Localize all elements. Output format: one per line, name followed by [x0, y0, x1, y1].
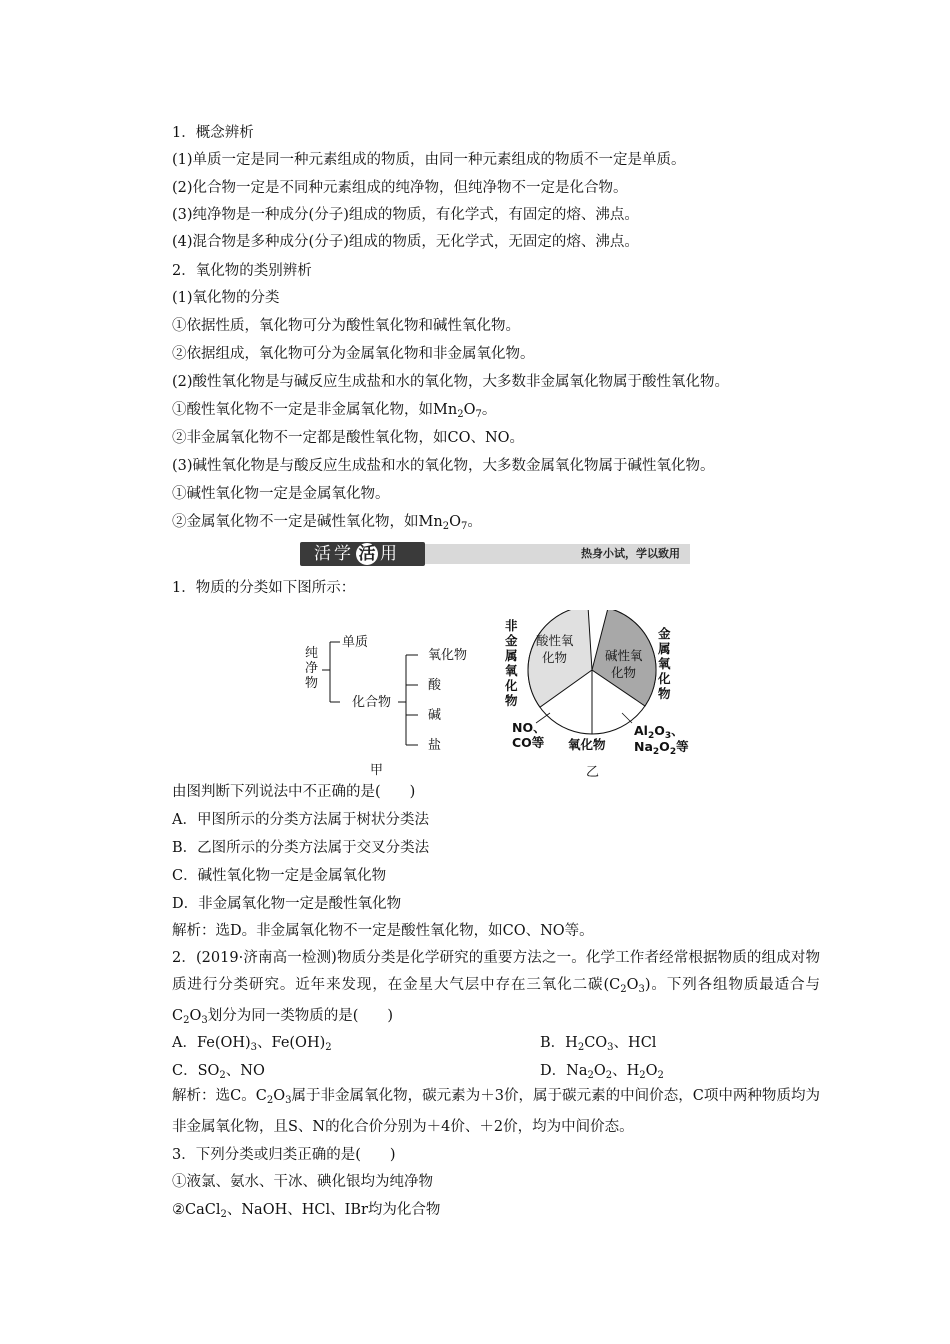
q3-item-2: ②CaCl$_2$、NaOH、HCl、IBr均为化合物	[172, 1202, 441, 1220]
yi-right-label-1: 金	[658, 626, 671, 641]
concept-item-4: (4)混合物是多种成分(分子)组成的物质，无化学式，无固定的熔、沸点。	[172, 234, 639, 250]
oxide-sub1-item-1: ①依据性质，氧化物可分为酸性氧化物和碱性氧化物。	[172, 318, 520, 334]
q1-option-b: B．乙图所示的分类方法属于交叉分类法	[172, 840, 430, 856]
concept-item-2: (2)化合物一定是不同种元素组成的纯净物，但纯净物不一定是化合物。	[172, 180, 628, 196]
q2-option-c: C．$SO_2$、NO	[172, 1063, 265, 1081]
q1-option-c: C．碱性氧化物一定是金属氧化物	[172, 868, 387, 884]
q2-answer: 解析：选C。$C_2O_3$属于非金属氧化物，碳元素为＋3价，属于碳元素的中间价态，C项中两种物质均为非金属氧化物，且S、N的化合价分别为＋4价、＋2价，均为中间价态。	[172, 1088, 820, 1135]
yi-caption: 乙	[586, 765, 600, 780]
banner-subtitle: 热身小试，学以致用	[581, 547, 680, 560]
tree-root-char-2: 净	[305, 661, 319, 676]
q2-option-b: B．$H_2CO_3$、HCl	[540, 1035, 657, 1053]
yi-right-label-4: 化	[658, 671, 671, 686]
yi-right-label-3: 氧	[658, 656, 671, 671]
q2-stem: 2．(2019·济南高一检测)物质分类是化学研究的重要方法之一。化学工作者经常根据物质的组成对物质进行分类研究。近年来发现，在金星大气层中存在三氧化二碳$(C_2O_3)$。下列各组物质最适合与$C_2O_3$划分为同一类物质的是( )	[172, 950, 820, 1026]
tree-root-char-1: 纯	[305, 646, 319, 661]
oxide-sub2-item-2: ②非金属氧化物不一定都是酸性氧化物，如CO、NO。	[172, 430, 525, 446]
oxide-sub2: (2)酸性氧化物是与碱反应生成盐和水的氧化物，大多数非金属氧化物属于酸性氧化物。	[172, 374, 730, 390]
practice-banner	[300, 540, 690, 568]
q1-option-a: A．甲图所示的分类方法属于树状分类法	[172, 812, 429, 828]
oxide-sub3: (3)碱性氧化物是与酸反应生成盐和水的氧化物，大多数金属氧化物属于碱性氧化物。	[172, 458, 715, 474]
tree-diagram-jia	[305, 635, 467, 778]
yi-oxide-label: 氧化物	[568, 737, 606, 752]
concept-heading: 1．概念辨析	[172, 125, 254, 141]
yi-left-label-2: 金	[505, 633, 518, 648]
yi-left-label-6: 物	[505, 693, 518, 708]
q1-answer: 解析：选D。非金属氧化物不一定是酸性氧化物，如CO、NO等。	[172, 923, 594, 939]
q2-option-a: A．$Fe(OH)_3$、$Fe(OH)_2$	[172, 1035, 332, 1053]
tree-leaf-acid: 酸	[428, 678, 442, 693]
q3-stem: 3．下列分类或归类正确的是( )	[172, 1147, 396, 1163]
yi-right-label-2: 属	[658, 641, 671, 656]
tree-single: 单质	[342, 635, 369, 650]
banner-title: 活学 活 用	[314, 544, 400, 564]
q1-option-d: D．非金属氧化物一定是酸性氧化物	[172, 896, 402, 912]
tree-caption: 甲	[370, 763, 384, 778]
yi-no-co-label-2: CO等	[512, 735, 545, 750]
q3-item-1: ①液氯、氨水、干冰、碘化银均为纯净物	[172, 1174, 433, 1190]
yi-left-label-1: 非	[505, 618, 518, 633]
tree-leaf-oxide: 氧化物	[428, 648, 468, 663]
tree-root-char-3: 物	[305, 676, 319, 691]
yi-al2o3-label: $Al_2O_3$、	[634, 723, 684, 741]
yi-right-label-5: 物	[658, 686, 671, 701]
yi-na2o2-label: $Na_2O_2$等	[634, 739, 689, 757]
q1-stem: 1．物质的分类如下图所示：	[172, 580, 356, 596]
concept-item-1: (1)单质一定是同一种元素组成的物质，由同一种元素组成的物质不一定是单质。	[172, 152, 686, 168]
oxide-sub3-item-2: ②金属氧化物不一定是碱性氧化物，如$Mn_2O_7$。	[172, 514, 482, 532]
yi-acid-label-2: 化物	[542, 650, 568, 665]
yi-acid-label-1: 酸性氧	[536, 633, 574, 648]
tree-leaf-salt: 盐	[428, 738, 442, 753]
oxide-sub1-item-2: ②依据组成，氧化物可分为金属氧化物和非金属氧化物。	[172, 346, 535, 362]
tree-leaf-base: 碱	[428, 708, 442, 723]
yi-no-co-label-1: NO、	[512, 720, 546, 735]
oxide-sub3-item-1: ①碱性氧化物一定是金属氧化物。	[172, 486, 390, 502]
concept-item-3: (3)纯净物是一种成分(分子)组成的物质，有化学式，有固定的熔、沸点。	[172, 207, 639, 223]
q1-ask: 由图判断下列说法中不正确的是( )	[172, 784, 416, 800]
oxide-sub2-item-1: ①酸性氧化物不一定是非金属氧化物，如$Mn_2O_7$。	[172, 402, 497, 420]
yi-base-label-1: 碱性氧	[605, 648, 643, 663]
yi-left-label-3: 属	[505, 648, 518, 663]
yi-left-label-5: 化	[505, 678, 518, 693]
q2-option-d: D．$Na_2O_2$、$H_2O_2$	[540, 1063, 664, 1081]
yi-base-label-2: 化物	[611, 665, 637, 680]
yi-left-label-4: 氧	[505, 663, 518, 678]
classification-diagrams	[300, 610, 720, 780]
oxide-sub1: (1)氧化物的分类	[172, 290, 280, 306]
tree-compound: 化合物	[352, 695, 392, 710]
cross-diagram-yi	[504, 610, 689, 780]
banner-circle-char: 活	[356, 543, 378, 565]
oxide-heading: 2．氧化物的类别辨析	[172, 263, 312, 279]
